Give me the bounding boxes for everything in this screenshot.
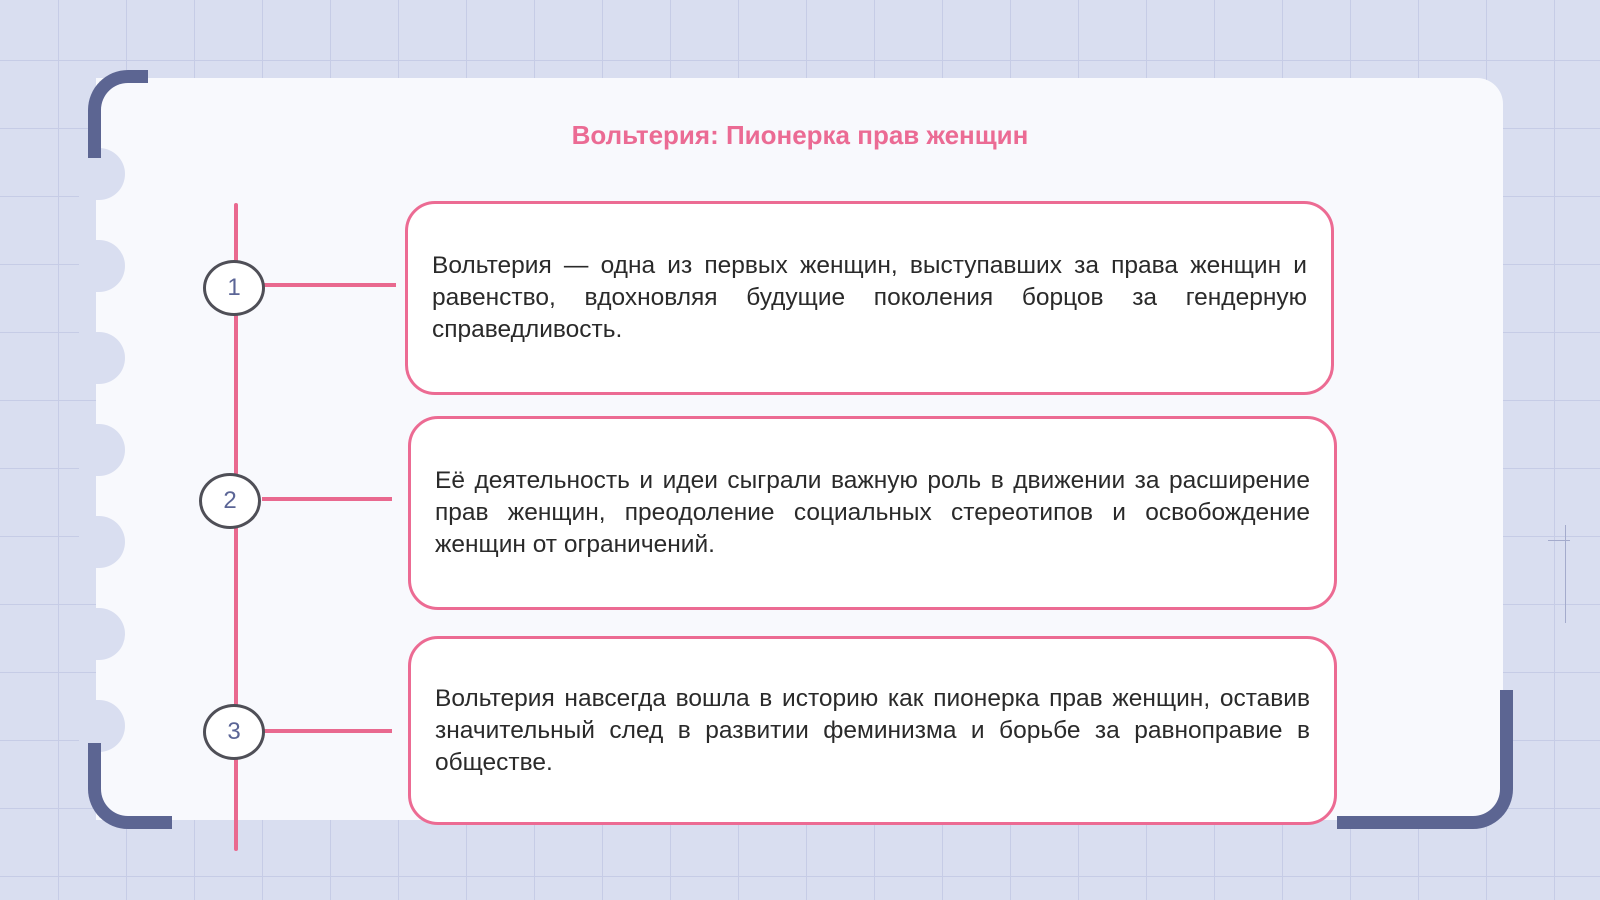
- timeline-card-text: Её деятельность и идеи сыграли важную роль в движении за расширение прав женщин, преодоление социальных стереотипов и освобождение женщин от ограничений.: [435, 467, 1310, 558]
- timeline-card-1: [405, 201, 1334, 395]
- corner-bracket-bottom-left: [88, 743, 172, 829]
- step-number-2: 2: [199, 473, 261, 529]
- corner-bracket-bottom-right: [1337, 690, 1513, 829]
- decorative-tick: [1548, 540, 1570, 541]
- slide-title: Вольтерия: Пионерка прав женщин: [571, 120, 1029, 150]
- timeline-card-text: Вольтерия — одна из первых женщин, выступавших за права женщин и равенство, вдохновляя будущие поколения борцов за гендерную справедливость.: [432, 252, 1307, 343]
- timeline-card-2: [408, 416, 1337, 610]
- timeline-connector: [264, 729, 392, 733]
- timeline-card-3: [408, 636, 1337, 825]
- step-number-3: 3: [203, 704, 265, 760]
- timeline-connector: [262, 497, 392, 501]
- timeline-connector: [264, 283, 396, 287]
- timeline-card-text: Вольтерия навсегда вошла в историю как пионерка прав женщин, оставив значительный след в развитии феминизма и борьбе за равноправие в обществе.: [435, 684, 1310, 776]
- step-number-1: 1: [203, 260, 265, 316]
